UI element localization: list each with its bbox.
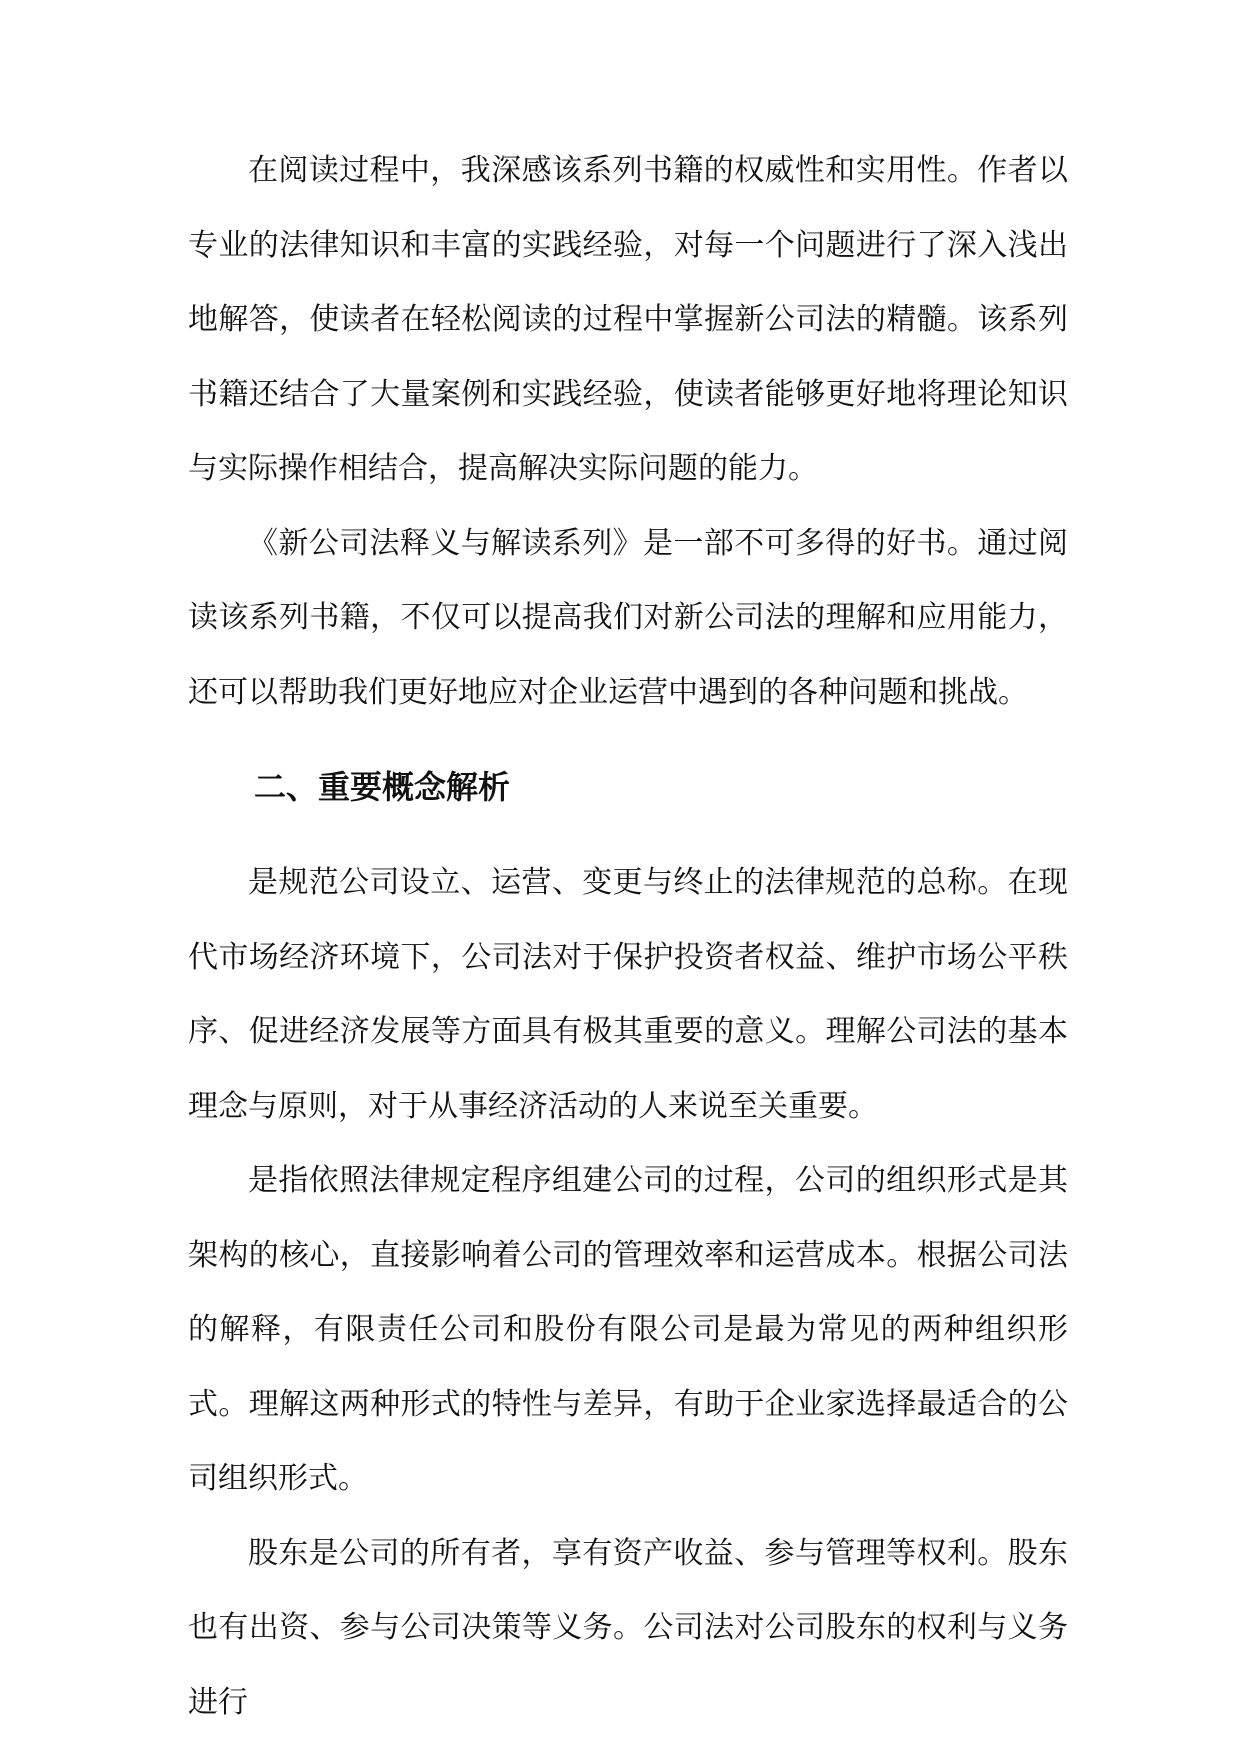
paragraph-shareholders: 股东是公司的所有者，享有资产收益、参与管理等权利。股东也有出资、参与公司决策等义务。公司法对公司股东的权利与义务进行 — [188, 1535, 1068, 1720]
paragraph-book-recommendation: 《新公司法释义与解读系列》是一部不可多得的好书。通过阅读该系列书籍，不仅可以提高我们对新公司法的理解和应用能力，还可以帮助我们更好地应对企业运营中遇到的各种问题和挑战。 — [188, 525, 1068, 710]
section-heading: 二、重要概念解析 — [254, 768, 511, 806]
paragraph-company-law-definition: 是规范公司设立、运营、变更与终止的法律规范的总称。在现代市场经济环境下，公司法对于保护投资者权益、维护市场公平秩序、促进经济发展等方面具有极其重要的意义。理解公司法的基本理念与原则，对于从事经济活动的人来说至关重要。 — [188, 865, 1068, 1124]
paragraph-reading-experience: 在阅读过程中，我深感该系列书籍的权威性和实用性。作者以专业的法律知识和丰富的实践经验，对每一个问题进行了深入浅出地解答，使读者在轻松阅读的过程中掌握新公司法的精髓。该系列书籍还结合了大量案例和实践经验，使读者能够更好地将理论知识与实际操作相结合，提高解决实际问题的能力。 — [188, 153, 1068, 486]
document-body — [188, 134, 1068, 1740]
paragraph-company-formation: 是指依照法律规定程序组建公司的过程，公司的组织形式是其架构的核心，直接影响着公司的管理效率和运营成本。根据公司法的解释，有限责任公司和股份有限公司是最为常见的两种组织形式。理解这两种形式的特性与差异，有助于企业家选择最适合的公司组织形式。 — [188, 1163, 1068, 1496]
